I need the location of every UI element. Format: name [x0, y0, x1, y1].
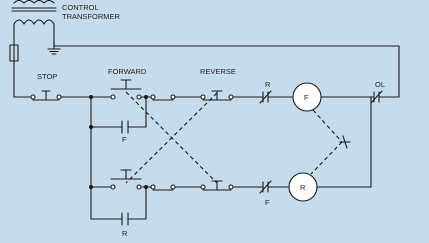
- stop-label: STOP: [37, 72, 58, 81]
- r-interlock-label: R: [265, 80, 271, 89]
- mechanical-link-reverse: [126, 93, 217, 183]
- forward-holding-contact: [122, 121, 128, 133]
- reverse-coil-label: R: [300, 183, 306, 192]
- forward-coil-label: F: [304, 93, 309, 102]
- coil-interlock-link-r: [311, 142, 342, 174]
- overload-label: OL: [375, 80, 386, 89]
- control-transformer-label-line2: TRANSFORMER: [62, 12, 120, 21]
- reverse-nc-interlock: [201, 91, 233, 100]
- reverse-holding-label: R: [122, 229, 128, 238]
- reverse-holding-contact: [122, 213, 128, 225]
- coil-interlock-link-f: [313, 110, 342, 142]
- ground-symbol: [48, 41, 60, 54]
- forward-label: FORWARD: [108, 67, 147, 76]
- f-interlock-label: F: [265, 198, 270, 207]
- control-transformer: [12, 1, 56, 25]
- reverse-label: REVERSE: [200, 67, 236, 76]
- forward-holding-label: F: [122, 135, 127, 144]
- stop-pushbutton: [31, 91, 61, 100]
- mechanical-interlock-mark: [340, 136, 350, 148]
- control-transformer-label-line1: CONTROL: [62, 3, 99, 12]
